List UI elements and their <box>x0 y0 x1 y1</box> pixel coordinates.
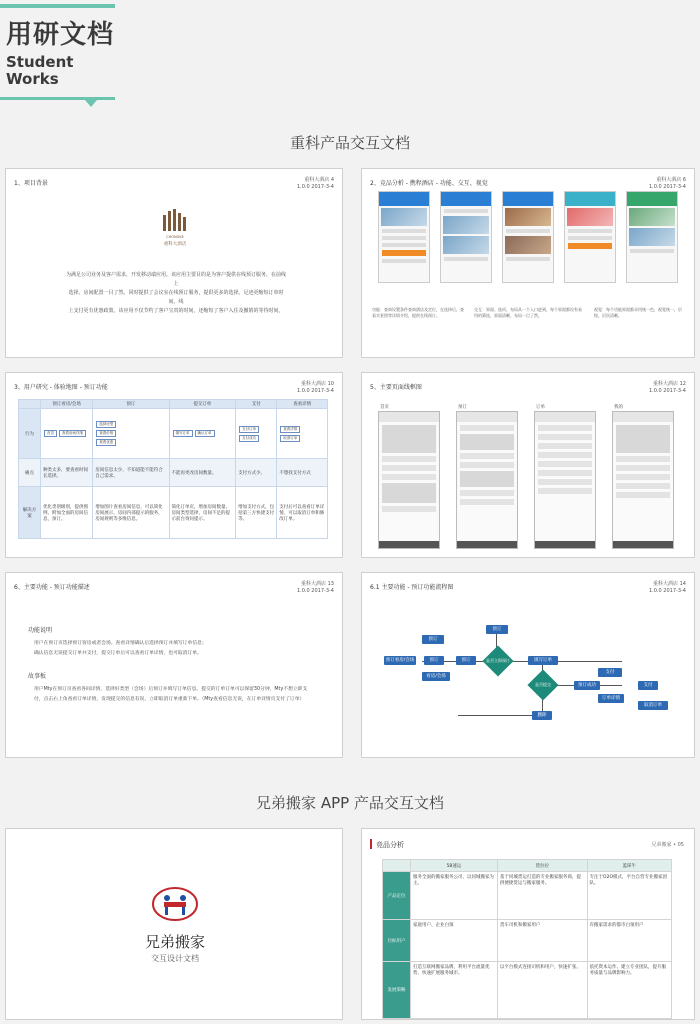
pain-cell: 不能再更改房间数量。 <box>169 459 236 487</box>
slide-project-background[interactable] <box>5 168 343 358</box>
tag: 选择房型 <box>96 421 116 428</box>
col-header: 蓝犀牛 <box>587 860 671 872</box>
section-title-chongke: 重科产品交互文档 <box>289 134 410 152</box>
slide-title: 6.1 主要功能 - 预订功能流程图 <box>370 584 454 591</box>
meta-page: 4 <box>330 177 334 183</box>
comparison-table <box>382 859 672 1019</box>
meta-date: 2017-3-4 <box>311 588 334 594</box>
slide-title: 5、主要页面线框图 <box>370 384 422 391</box>
para-line2: 选择、房间配置一目了然。同时提供了会议室在线预订服务，提供更多的选择。足迹更缩短订单时间。线 <box>68 290 284 305</box>
title-accent <box>370 839 372 849</box>
flow-box: 预订 <box>486 625 508 634</box>
flow-box: 删除 <box>532 711 552 720</box>
flow-diamond-label: 是否立即预订 <box>486 658 510 663</box>
slide-title: 竞品分析 <box>376 841 404 849</box>
wireframe-label: 首页 <box>380 405 389 410</box>
table-cell: 有搬家需求的都市白领用户 <box>587 920 671 962</box>
flow-box: 预订成功 <box>574 681 600 690</box>
tag: 填写订单 <box>173 430 193 437</box>
table-cell: 以平台模式连接司机和用户，快速扩张。 <box>497 962 587 1019</box>
col-header: 预订看房/会场 <box>41 400 93 409</box>
slide-meta <box>297 381 334 395</box>
row-label: 行为 <box>19 409 41 459</box>
pain-cell: 支付方式少。 <box>236 459 277 487</box>
slide-meta <box>649 581 686 595</box>
flow-box: 看房/会场 <box>422 672 450 681</box>
table-cell: 家庭用户、企业白领 <box>411 920 498 962</box>
flow-box: 填写订单 <box>528 656 558 665</box>
meta-hotel: 重科大酒店 <box>653 381 679 387</box>
meta-version: 1.0.0 <box>648 388 662 394</box>
meta-hotel: 重科大酒店 <box>653 581 679 587</box>
function-line2: 确认信息无误提交订单并支付，提交订单后可以查看订单详情，也可取消订单。 <box>34 651 202 656</box>
header-top-accent <box>0 4 115 8</box>
table-cell: 打造互联网搬家品牌，利用平台流量优势，快速扩展服务城市。 <box>411 962 498 1019</box>
meta-hotel: 重科大酒店 <box>301 581 327 587</box>
flow-box: 预订 <box>456 656 476 665</box>
meta-hotel: 重科大酒店 <box>301 381 327 387</box>
slide-wireframes[interactable] <box>361 372 695 558</box>
para-line3: 上支付更有优惠政策。该应用不仅节约了客户宝贵的时间，还缩短了客户入住及撤销的等待时间。 <box>68 308 284 314</box>
meta-date: 2017-3-4 <box>663 588 686 594</box>
wireframe-label: 预订 <box>458 405 467 410</box>
meta-hotel: 重科大酒店 <box>656 177 682 183</box>
col-header: 查看详情 <box>277 400 328 409</box>
header-subtitle-line2: Works <box>6 70 59 88</box>
table-cell: 货车司机和搬家用户 <box>497 920 587 962</box>
flow-diamond-label: 是否提交 <box>535 682 551 687</box>
solution-cell: 简化订单页，增加房间数量、房间类型选择，房间不足的提示前台询问提示。 <box>169 487 236 539</box>
tag: 查看优惠 <box>96 439 116 446</box>
slide-title: 3、用户研究 - 体验地图 - 预订功能 <box>14 384 108 391</box>
header-title: 用研文档 <box>6 20 115 50</box>
flow-box: 预订 <box>424 656 444 665</box>
slide-brothers-competitor[interactable] <box>361 828 695 1020</box>
function-text <box>34 639 334 659</box>
slide1-paragraph <box>66 271 286 316</box>
wireframe-home <box>378 411 440 549</box>
screenshot-4 <box>564 191 616 283</box>
slide-meta: 兄弟搬家 • 05 <box>651 842 684 848</box>
meta-page: 12 <box>679 381 686 387</box>
slide-title: 2、竞品分析 - 携程酒店 - 功能、交互、视觉 <box>370 180 488 187</box>
flow-line <box>458 715 543 716</box>
section-title-brothers-moving: 兄弟搬家 APP 产品交互文档 <box>256 794 444 812</box>
slide-title: 1、项目背景 <box>14 180 48 187</box>
slide-competitor-ctrip[interactable] <box>361 168 695 358</box>
slide-title: 6、主要功能 - 预订功能描述 <box>14 584 90 591</box>
row-label: 目标用户 <box>383 920 411 962</box>
wireframe-orders <box>534 411 596 549</box>
solution-cell: 优化类别级别，提供图例，附加全面的房间信息，预订。 <box>41 487 93 539</box>
storyboard-text <box>34 685 339 705</box>
screenshot-2 <box>440 191 492 283</box>
screenshot-5 <box>626 191 678 283</box>
screenshot-3 <box>502 191 554 283</box>
storyboard-line1: 用户Mty在预订页查看各间详情，选择好类型（会场）后预订并填写订单信息。提交的订单订单可以保留30分钟，Mty不想立即支 <box>34 687 308 692</box>
function-heading: 功能说明 <box>28 627 53 634</box>
experience-map-table <box>18 399 328 539</box>
flow-box: 取消订单 <box>638 701 668 710</box>
table-cell: 依托资本运作、建立专业团队，提升服务质量与品牌影响力。 <box>587 962 671 1019</box>
logo-cn: 重科大酒店 <box>163 242 187 247</box>
row-label: 痛点 <box>19 459 41 487</box>
brothers-logo-icon <box>152 887 198 921</box>
tag: 查看详情 <box>280 426 300 433</box>
meta-page: 14 <box>679 581 686 587</box>
meta-version: 1.0.0 <box>296 388 310 394</box>
tag: 确认订单 <box>195 430 215 437</box>
meta-version: 1.0.0 <box>296 588 310 594</box>
storyboard-heading: 故事板 <box>28 673 47 680</box>
meta-page: 6 <box>682 177 686 183</box>
note-visual: 视觉：每个功能界面都采用统一色，视觉统一，层级、层次清晰。 <box>594 307 682 318</box>
slide-meta <box>649 177 686 191</box>
row-label: 发展策略 <box>383 962 411 1019</box>
col-header: 提交订单 <box>169 400 236 409</box>
solution-cell: 增加支付方式，包括第三方快捷支付等。 <box>236 487 277 539</box>
col-header: 支付 <box>236 400 277 409</box>
col-header: 货拉拉 <box>497 860 587 872</box>
slide-meta <box>297 177 334 191</box>
flow-box: 预订 <box>422 635 444 644</box>
table-cell: 专注于O2O模式，平台自营专业搬家团队。 <box>587 872 671 920</box>
slide-meta <box>297 581 334 595</box>
meta-date: 2017-3-4 <box>311 184 334 190</box>
note-interaction: 交互：界面、选项、布局从一个入口进到，每个界面都设有易用的筛选，界面清晰，布局一目了然。 <box>474 307 582 318</box>
storyboard-line2: 付，点击右上角查看订单详情，发现提交的信息有误，立即取消订单重新下单。（Mty查看信息无误，在订单详情页支付了订单） <box>34 697 305 702</box>
meta-version: 1.0.0 <box>648 184 662 190</box>
table-cell: 基于同城货运打造的专业搬家服务商，提供便捷货运与搬家服务。 <box>497 872 587 920</box>
flow-box: 订单详情 <box>598 694 624 703</box>
logo-en: CHONGKE <box>166 235 184 239</box>
screenshot-1 <box>378 191 430 283</box>
pain-cell: 种类太多，要查看时间长选择。 <box>41 459 93 487</box>
tag: 取消订单 <box>280 435 300 442</box>
tag: 首页 <box>44 430 57 437</box>
col-header: 58速运 <box>411 860 498 872</box>
slide-function-description[interactable] <box>5 572 343 758</box>
flow-box: 支付 <box>598 668 622 677</box>
note-function: 功能：查询设置条件查询酒店及定位，在选择后，查看实景图等详情介绍，提供在线预订。 <box>372 307 464 318</box>
cover-subtitle: 交互设计文档 <box>151 954 199 963</box>
row-label: 解决方案 <box>19 487 41 539</box>
meta-date: 2017-3-4 <box>663 184 686 190</box>
row-label: 产品定位 <box>383 872 411 920</box>
header-underline <box>0 97 115 100</box>
function-line1: 用户在预订页选择预订客房或者会场。查看详情确认后选择预订并填写订单信息； <box>34 641 207 646</box>
tag: 查看房间详细 <box>59 430 86 437</box>
pain-cell: 不想找支付方式 <box>277 459 328 487</box>
wireframe-mine <box>612 411 674 549</box>
tag: 支付订单 <box>239 426 259 433</box>
meta-date: 2017-3-4 <box>663 388 686 394</box>
solution-cell: 支付后可以查看订单详情，可以取消订单和修改订单。 <box>277 487 328 539</box>
flow-box: 支付 <box>638 681 658 690</box>
meta-version: 1.0.0 <box>648 588 662 594</box>
flow-box: 预订看房/会场 <box>385 658 415 663</box>
meta-version: 1.0.0 <box>296 184 310 190</box>
col-header: 预订 <box>93 400 169 409</box>
solution-cell: 增加图片查看房间信息，可以简化房间展示，房间内部提示的服务，房间规则等多维信息。 <box>93 487 169 539</box>
slide-experience-map[interactable] <box>5 372 343 558</box>
para-line1: 为满足公司业务及客户需求，开发移动端应用。该应用主要目的是为客户提供在线预订服务，在前线上 <box>66 272 287 287</box>
meta-page: 10 <box>327 381 334 387</box>
meta-date: 2017-3-4 <box>311 388 334 394</box>
slide-flowchart[interactable] <box>361 572 695 758</box>
tag: 查看价格 <box>96 430 116 437</box>
header-subtitle <box>6 54 73 88</box>
slide-brothers-cover[interactable] <box>5 828 343 1020</box>
meta-page: 13 <box>327 581 334 587</box>
pain-cell: 房间信息太少，不知道能不能符合自己需求。 <box>93 459 169 487</box>
wireframe-label: 我的 <box>614 405 623 410</box>
header-notch-icon <box>85 100 97 107</box>
table-cell: 服务全面的搬家服务公司，以同城搬家为主。 <box>411 872 498 920</box>
cover-title: 兄弟搬家 <box>144 933 205 951</box>
flow-line <box>422 661 622 662</box>
wireframe-label: 订单 <box>536 405 545 410</box>
header-subtitle-line1: Student <box>6 53 74 71</box>
meta-hotel: 重科大酒店 <box>304 177 330 183</box>
tag: 支付成功 <box>239 435 259 442</box>
wireframe-booking <box>456 411 518 549</box>
slide-meta <box>649 381 686 395</box>
